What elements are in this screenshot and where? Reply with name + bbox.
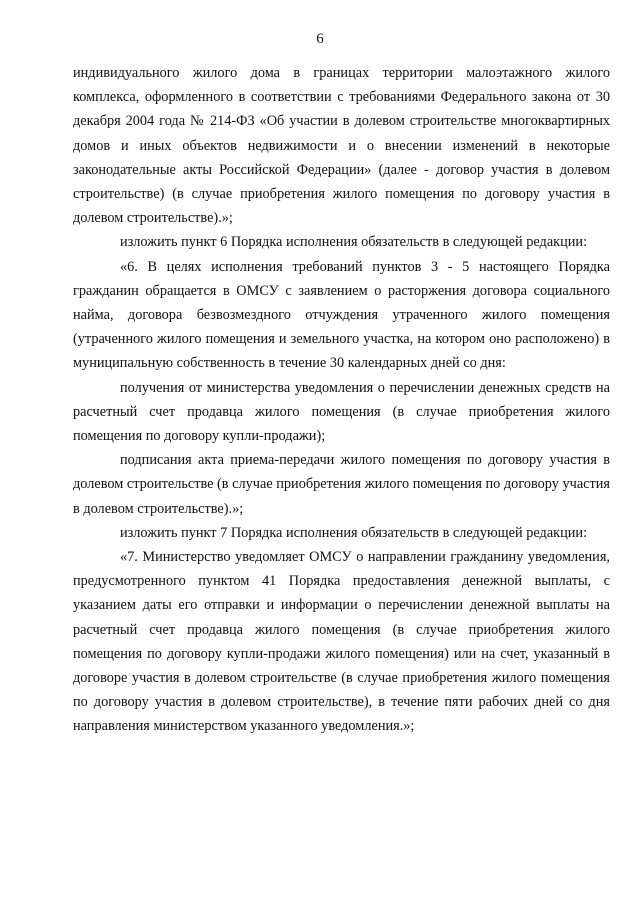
paragraph-continuation: индивидуального жилого дома в границах территории малоэтажного жилого комплекса, оформленного в соответствии с требованиями Федерального закона от 30 декабря 2004 года № 214-ФЗ «Об участии в долевом строительстве многоквартирных домов и иных объектов недвижимости и о внесении изменений в некоторые законодательные акты Российской Федерации» (далее - договор участия в долевом строительстве) (в случае приобретения жилого помещения по договору участия в долевом строительстве).»; bbox=[73, 65, 610, 227]
paragraph-point-7-text: «7. Министерство уведомляет ОМСУ о направлении гражданину уведомления, предусмотренного пунктом 41 Порядка предоставления денежной выплаты, с указанием даты его отправки и информации о перечислении денежной выплаты на расчетный счет продавца жилого помещения (в случае приобретения жилого помещения по договору купли-продажи жилого помещения) или на счет, указанный в договоре участия в долевом строительстве (в случае приобретения жилого помещения по договору участия в долевом строительстве), в течение пяти рабочих дней со дня направления министерством указанного уведомления.»; bbox=[73, 549, 610, 735]
paragraph-point-6-item-1: получения от министерства уведомления о перечислении денежных средств на расчетный счет продавца жилого помещения (в случае приобретения жилого помещения по договору купли-продажи); bbox=[73, 379, 610, 445]
document-body bbox=[73, 61, 610, 739]
paragraph-amend-point-7: изложить пункт 7 Порядка исполнения обязательств в следующей редакции: bbox=[120, 524, 588, 541]
paragraph-amend-point-6: изложить пункт 6 Порядка исполнения обязательств в следующей редакции: bbox=[120, 234, 588, 251]
paragraph-point-6-item-2: подписания акта приема-передачи жилого помещения по договору участия в долевом строительстве (в случае приобретения жилого помещения по договору участия в долевом строительстве).»; bbox=[73, 452, 610, 517]
paragraph-point-6-text: «6. В целях исполнения требований пунктов 3 - 5 настоящего Порядка гражданин обращается в ОМСУ с заявлением о расторжения договора социального найма, договора безвозмездного отчуждения утраченного жилого помещения (утраченного жилого помещения и земельного участка, на котором оно расположено) в муниципальную собственность в течение 30 календарных дней со дня: bbox=[73, 258, 610, 372]
page-number: 6 bbox=[316, 31, 324, 47]
